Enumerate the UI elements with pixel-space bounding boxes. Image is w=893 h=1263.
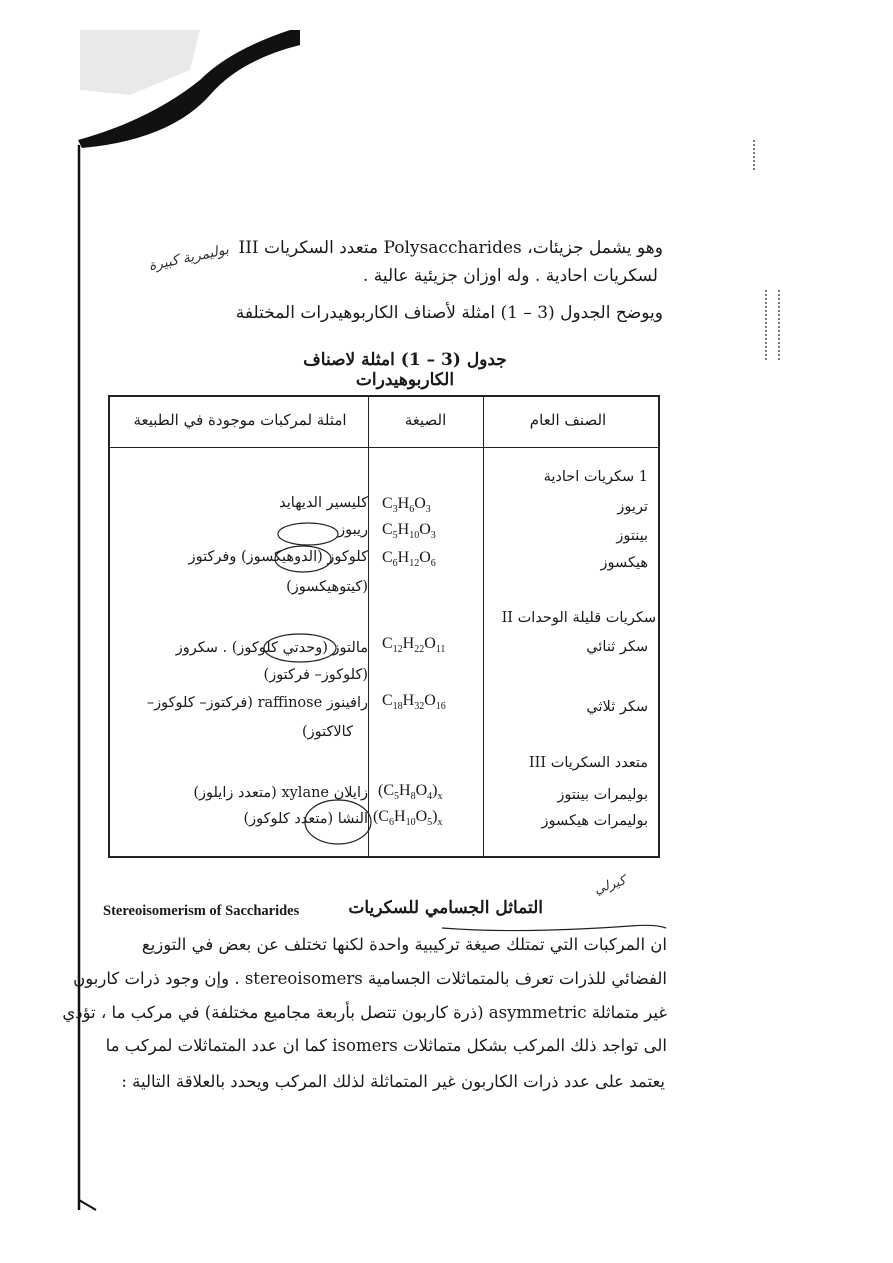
- handwritten-annotations: [110, 397, 662, 860]
- header-examples: امثلة لمركبات موجودة في الطبيعة: [133, 411, 347, 429]
- margin-handwritten-note: بوليمرية كبيرة: [147, 241, 231, 275]
- intro-line-1-text: متعدد السكريات Polysaccharides ،وهو يشمل جزيئات: [264, 238, 663, 258]
- paragraph-line-4: الى تواجد ذلك المركب بشكل متماثلات isomers كما ان عدد المتماثلات لمركب ما: [105, 1036, 667, 1055]
- table-cell-example: كالاكتوز): [301, 724, 353, 740]
- roman-numeral: III: [238, 238, 259, 258]
- paragraph-line-2: الفضائي للذرات تعرف بالمتماثلات الجسامية stereoisomers . وإن وجود ذرات كاربون: [73, 969, 667, 988]
- table-cell-example: (كيتوهيكسوز): [286, 579, 368, 595]
- scan-dots: [765, 290, 767, 360]
- carbohydrate-classes-table: [108, 395, 660, 858]
- table-cell-example: مالتوز (وحدتي كلوكوز) . سكروز: [175, 640, 368, 656]
- table-cell-example: رافينوز raffinose (فركتوز– كلوكوز–: [146, 695, 368, 711]
- table-cell-example: النشا (متعدد كلوكوز): [243, 811, 368, 827]
- table-cell-class: II سكريات قليلة الوحدات: [501, 610, 656, 626]
- table-caption: جدول (3 – 1) امثلة لاصناف الكاربوهيدرات: [303, 350, 507, 390]
- table-cell-example: (كلوكوز– فركتوز): [263, 667, 368, 683]
- table-cell-formula: $C_6H_{12}O_6$: [382, 549, 436, 570]
- table-cell-formula: $C_{12}H_{22}O_{11}$: [382, 635, 446, 656]
- table-cell-class: III متعدد السكريات: [528, 755, 648, 771]
- header-formula: الصيغة: [404, 411, 447, 429]
- header-class: الصنف العام: [529, 411, 607, 429]
- table-cell-example: كلوكوز (الدوهيكسوز) وفركتوز: [188, 549, 368, 565]
- section-title-en: Stereoisomerism of Saccharides: [103, 903, 300, 919]
- table-cell-formula: $(C_5H_8O_4)_x$: [378, 782, 443, 803]
- scan-dots: [753, 140, 755, 170]
- section-title-ar: التماثل الجسامي للسكريات: [348, 898, 543, 918]
- table-cell-formula: $C_5H_{10}O_3$: [382, 521, 436, 542]
- table-cell-class: بوليمرات هيكسوز: [541, 813, 648, 829]
- scan-dots: [778, 290, 780, 360]
- intro-line-2: لسكريات احادية . وله اوزان جزيئية عالية .: [362, 266, 658, 286]
- table-cell-formula: $C_3H_6O_3$: [382, 495, 431, 516]
- table-cell-class: سكر ثنائي: [586, 639, 648, 655]
- handwritten-note: كيرلي: [592, 873, 628, 898]
- table-cell-example: ريبوز: [338, 522, 368, 538]
- table-cell-class: بوليمرات بينتوز: [557, 787, 648, 803]
- table-cell-example: زايلان xylane (متعدد زايلوز): [193, 785, 368, 801]
- table-cell-class: تريوز: [617, 499, 648, 515]
- table-cell-class: بينتوز: [616, 528, 648, 544]
- table-cell-class: هيكسوز: [600, 555, 648, 571]
- table-cell-formula: $C_{18}H_{32}O_{16}$: [382, 692, 446, 713]
- table-cell-formula: $(C_6H_{10}O_5)_x$: [373, 808, 443, 829]
- paragraph-line-3: غير متماثلة asymmetric (ذرة كاربون تتصل بأربعة مجاميع مختلفة) في مركب ما ، تؤدي: [62, 1003, 667, 1022]
- intro-line-1: [238, 238, 663, 258]
- paragraph-line-1: ان المركبات التي تمتلك صيغة تركيبية واحدة لكنها تختلف عن بعض في التوزيع: [141, 935, 667, 954]
- table-cell-class: سكر ثلاثي: [586, 699, 648, 715]
- table-cell-example: كليسير الديهايد: [279, 495, 368, 511]
- intro-line-3: ويوضح الجدول (3 – 1) امثلة لأصناف الكاربوهيدرات المختلفة: [235, 303, 663, 323]
- table-cell-class: 1 سكريات احادية: [543, 469, 648, 485]
- paragraph-line-5: يعتمد على عدد ذرات الكاربون غير المتماثلة لذلك المركب ويحدد بالعلاقة التالية :: [121, 1072, 665, 1091]
